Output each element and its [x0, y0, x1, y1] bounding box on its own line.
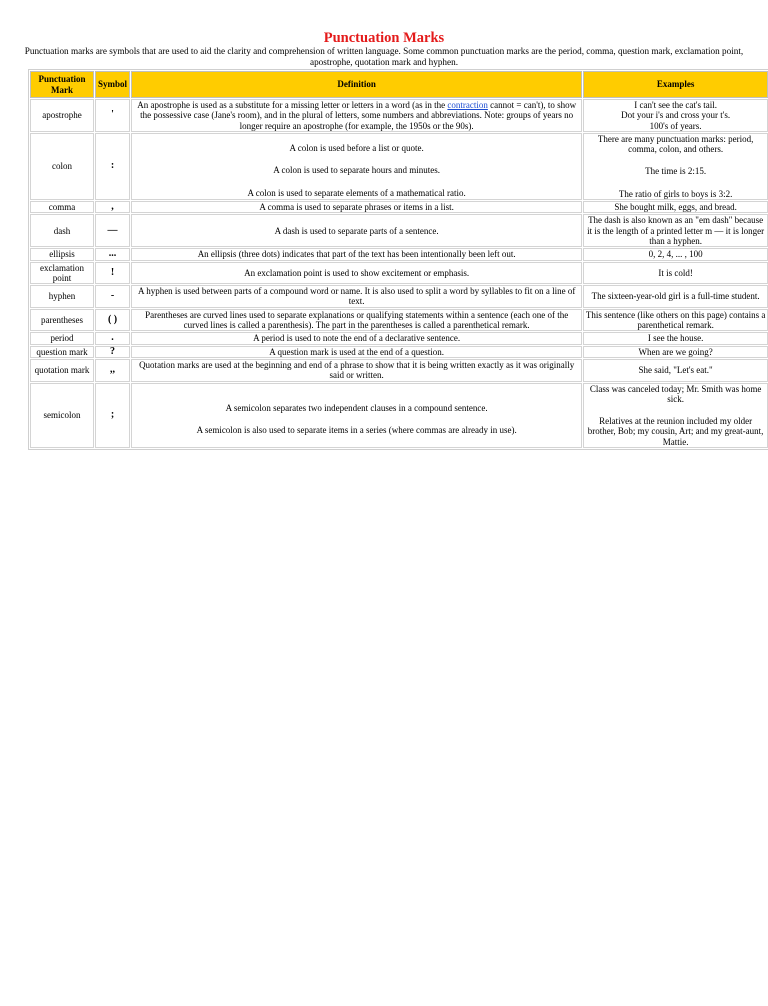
mark-cell: period	[30, 332, 94, 344]
example-line: Relatives at the reunion included my older brother, Bob; my cousin, Art; and my great-aunt, Mattie.	[587, 416, 764, 447]
punctuation-table	[28, 69, 768, 450]
mark-cell: colon	[30, 133, 94, 200]
table-row-ellipsis	[30, 248, 768, 260]
examples-cell	[583, 99, 768, 132]
examples-cell: When are we going?	[583, 346, 768, 358]
table-row-apostrophe	[30, 99, 768, 132]
mark-cell: exclamation point	[30, 262, 94, 285]
symbol-cell: -	[95, 285, 130, 308]
example-line: 100's of years.	[649, 120, 702, 131]
definition-line: A semicolon separates two independent clauses in a compound sentence.	[225, 402, 488, 413]
table-row-colon	[30, 133, 768, 200]
definition-cell: A dash is used to separate parts of a sentence.	[131, 214, 582, 247]
mark-cell: ellipsis	[30, 248, 94, 260]
page-title: Punctuation Marks	[323, 30, 445, 46]
definition-text: An apostrophe is used as a substitute for a missing letter or letters in a word (as in the	[137, 100, 448, 110]
mark-cell: hyphen	[30, 285, 94, 308]
mark-cell: dash	[30, 214, 94, 247]
header-examples: Examples	[583, 71, 768, 98]
table-row-question	[30, 346, 768, 358]
contraction-link[interactable]: contraction	[447, 100, 488, 110]
header-symbol: Symbol	[95, 71, 130, 98]
definition-text-continued: cannot = can't), to show the possessive case (Jane's room), and in the plural of letters, some numbers and abbreviations. Note: groups of years no longer require an apostrophe (for example, the 1950s or the 90s).	[140, 100, 577, 131]
examples-cell	[583, 383, 768, 448]
examples-cell: 0, 2, 4, ... , 100	[583, 248, 768, 260]
example-line: There are many punctuation marks: period, comma, colon, and others.	[597, 133, 754, 155]
table-row-dash	[30, 214, 768, 247]
examples-cell: This sentence (like others on this page) contains a parenthetical remark.	[583, 309, 768, 332]
mark-cell: semicolon	[30, 383, 94, 448]
intro-paragraph: Punctuation marks are symbols that are used to aid the clarity and comprehension of written language. Some common punctuation marks are the period, comma, question mark, exclamation point, apostrophe, quotation mark and hyphen.	[24, 46, 744, 67]
definition-cell	[131, 383, 582, 448]
mark-cell: quotation mark	[30, 359, 94, 382]
table-row-quotation	[30, 359, 768, 382]
definition-line: A colon is used to separate hours and minutes.	[273, 165, 441, 176]
definition-cell: Parentheses are curved lines used to separate explanations or qualifying statements within a sentence (each one of the curved lines is called a parenthesis). The part in the parentheses is called a parenthetical remark.	[131, 309, 582, 332]
symbol-cell: .	[95, 332, 130, 344]
definition-cell	[131, 133, 582, 200]
examples-cell: It is cold!	[583, 262, 768, 285]
definition-cell: A comma is used to separate phrases or items in a list.	[131, 201, 582, 213]
table-row-exclamation	[30, 262, 768, 285]
examples-cell: The dash is also known as an "em dash" because it is the length of a printed letter m — it is longer than a hyphen.	[583, 214, 768, 247]
symbol-cell: ( )	[95, 309, 130, 332]
table-header-row	[30, 71, 768, 98]
examples-cell: She said, "Let's eat."	[583, 359, 768, 382]
definition-cell: A hyphen is used between parts of a compound word or name. It is also used to split a word by syllables to fit on a line of text.	[131, 285, 582, 308]
symbol-cell: '	[95, 99, 130, 132]
table-row-hyphen	[30, 285, 768, 308]
symbol-cell: :	[95, 133, 130, 200]
definition-line: A colon is used to separate elements of a mathematical ratio.	[247, 187, 466, 198]
example-line: The ratio of girls to boys is 3:2.	[618, 188, 733, 199]
header-mark: Punctuation Mark	[30, 71, 94, 98]
mark-cell: comma	[30, 201, 94, 213]
definition-cell: A question mark is used at the end of a question.	[131, 346, 582, 358]
example-line: Class was canceled today; Mr. Smith was home sick.	[589, 383, 762, 404]
definition-cell: Quotation marks are used at the beginning and end of a phrase to show that it is being written exactly as it was originally said or written.	[131, 359, 582, 382]
definition-line: A colon is used before a list or quote.	[289, 143, 424, 154]
definition-line: A semicolon is also used to separate items in a series (where commas are already in use).	[196, 425, 517, 436]
definition-cell: An ellipsis (three dots) indicates that part of the text has been intentionally been left out.	[131, 248, 582, 260]
mark-cell: question mark	[30, 346, 94, 358]
examples-cell: The sixteen-year-old girl is a full-time student.	[583, 285, 768, 308]
symbol-cell: ?	[95, 346, 130, 358]
examples-cell	[583, 133, 768, 200]
examples-cell: She bought milk, eggs, and bread.	[583, 201, 768, 213]
table-row-period	[30, 332, 768, 344]
definition-cell: An exclamation point is used to show excitement or emphasis.	[131, 262, 582, 285]
symbol-cell: ,,	[95, 359, 130, 382]
example-line: Dot your i's and cross your t's.	[621, 110, 731, 121]
symbol-cell: ,	[95, 201, 130, 213]
definition-cell: A period is used to note the end of a declarative sentence.	[131, 332, 582, 344]
symbol-cell: !	[95, 262, 130, 285]
table-row-semicolon	[30, 383, 768, 448]
definition-cell	[131, 99, 582, 132]
table-row-comma	[30, 201, 768, 213]
header-definition: Definition	[131, 71, 582, 98]
mark-cell: apostrophe	[30, 99, 94, 132]
example-line: I can't see the cat's tail.	[634, 100, 717, 110]
symbol-cell: ...	[95, 248, 130, 260]
example-line: The time is 2:15.	[645, 166, 707, 177]
examples-cell: I see the house.	[583, 332, 768, 344]
table-row-parentheses	[30, 309, 768, 332]
mark-cell: parentheses	[30, 309, 94, 332]
symbol-cell: —	[95, 214, 130, 247]
symbol-cell: ;	[95, 383, 130, 448]
